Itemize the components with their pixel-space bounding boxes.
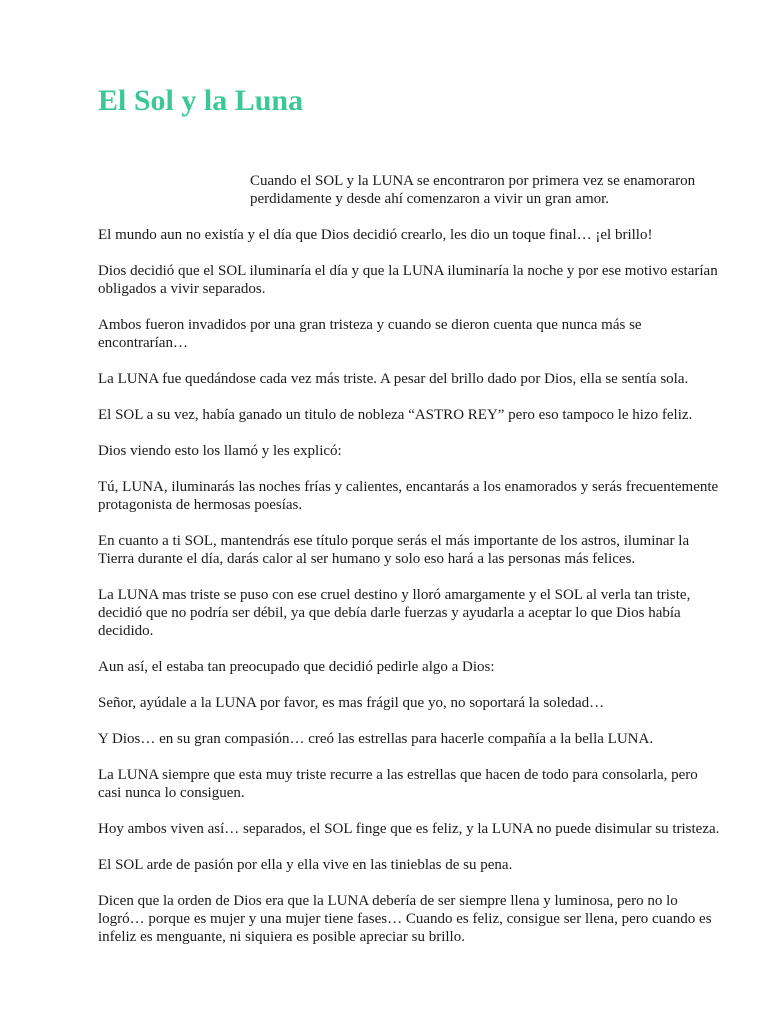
document-body bbox=[98, 226, 723, 964]
paragraph: El SOL arde de pasión por ella y ella vive en las tinieblas de su pena. bbox=[98, 857, 513, 873]
paragraph: Y Dios… en su gran compasión… creó las estrellas para hacerle compañía a la bella LUNA. bbox=[98, 731, 654, 747]
paragraph: En cuanto a ti SOL, mantendrás ese título porque serás el más importante de los astros, iluminar la Tierra durante el día, darás calor al ser humano y solo eso hará a las personas más felices. bbox=[98, 533, 690, 567]
document-title: El Sol y la Luna bbox=[98, 84, 304, 117]
paragraph: Ambos fueron invadidos por una gran tristeza y cuando se dieron cuenta que nunca más se encontrarían… bbox=[98, 317, 642, 351]
paragraph: El SOL a su vez, había ganado un titulo de nobleza “ASTRO REY” pero eso tampoco le hizo feliz. bbox=[98, 407, 693, 423]
paragraph: La LUNA siempre que esta muy triste recurre a las estrellas que hacen de todo para consolarla, pero casi nunca lo consiguen. bbox=[98, 767, 698, 801]
paragraph: Tú, LUNA, iluminarás las noches frías y calientes, encantarás a los enamorados y serás frecuentemente protagonista de hermosas poesías. bbox=[98, 479, 719, 513]
paragraph: Señor, ayúdale a la LUNA por favor, es mas frágil que yo, no soportará la soledad… bbox=[98, 695, 605, 711]
paragraph: El mundo aun no existía y el día que Dios decidió crearlo, les dio un toque final… ¡el brillo! bbox=[98, 227, 653, 243]
paragraph: Dicen que la orden de Dios era que la LUNA debería de ser siempre llena y luminosa, pero no lo logró… porque es mujer y una mujer tiene fases… Cuando es feliz, consigue ser llena, pero cuando es infeliz es menguante, ni siquiera es posible apreciar su brillo. bbox=[98, 893, 712, 945]
paragraph: Hoy ambos viven así… separados, el SOL finge que es feliz, y la LUNA no puede disimular su tristeza. bbox=[98, 821, 720, 837]
paragraph: Aun así, el estaba tan preocupado que decidió pedirle algo a Dios: bbox=[98, 659, 495, 675]
paragraph: Dios viendo esto los llamó y les explicó: bbox=[98, 443, 342, 459]
paragraph: Dios decidió que el SOL iluminaría el día y que la LUNA iluminaría la noche y por ese motivo estarían obligados a vivir separados. bbox=[98, 263, 718, 297]
intro-paragraph: Cuando el SOL y la LUNA se encontraron por primera vez se enamoraron perdidamente y desde ahí comenzaron a vivir un gran amor. bbox=[250, 173, 696, 207]
paragraph: La LUNA fue quedándose cada vez más triste. A pesar del brillo dado por Dios, ella se sentía sola. bbox=[98, 371, 689, 387]
paragraph: La LUNA mas triste se puso con ese cruel destino y lloró amargamente y el SOL al verla tan triste, decidió que no podría ser débil, ya que debía darle fuerzas y ayudarla a aceptar lo que Dios había decidido. bbox=[98, 587, 691, 639]
